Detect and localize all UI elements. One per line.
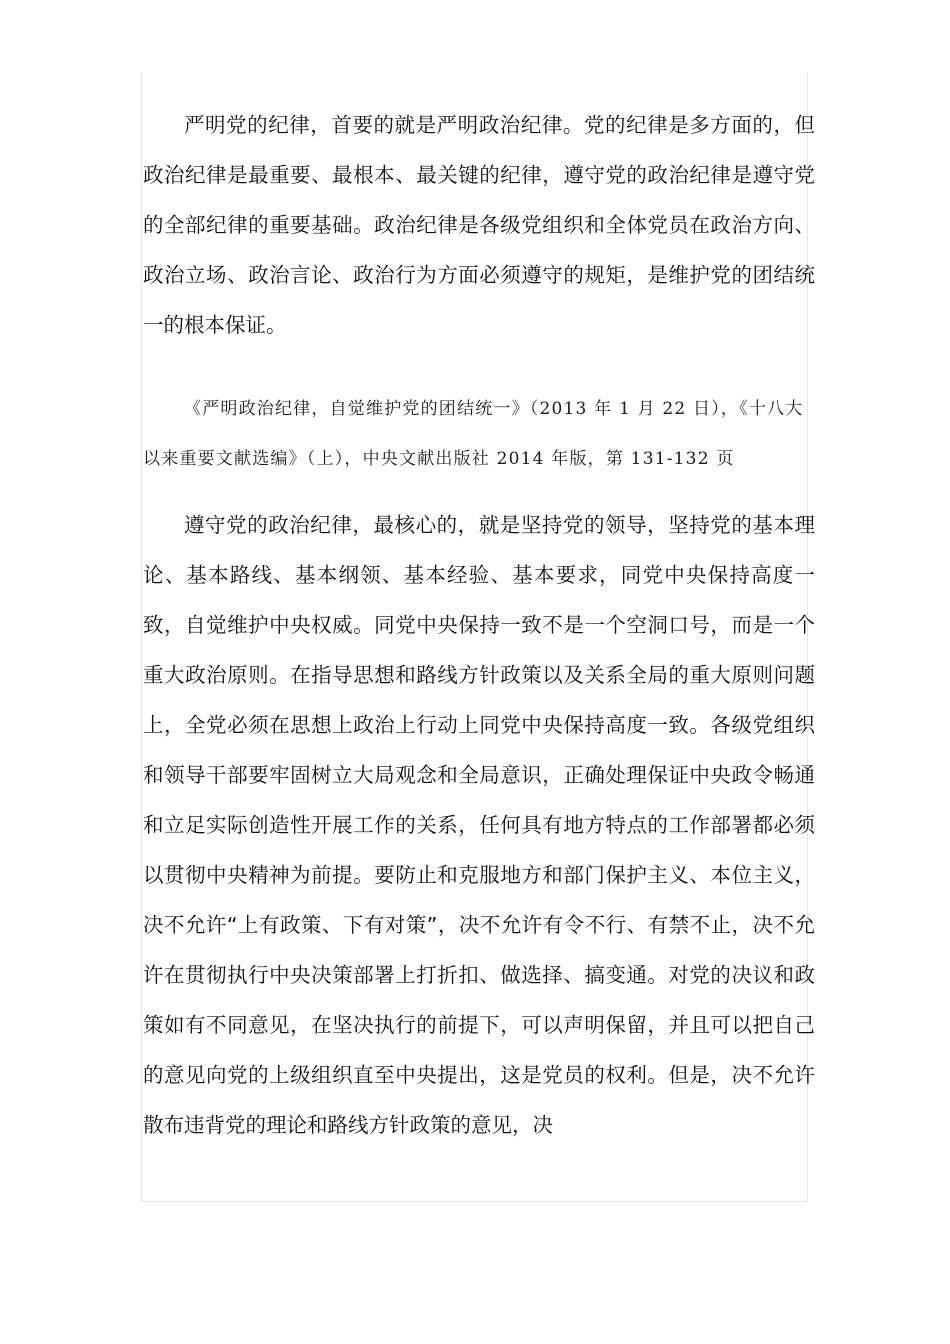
spacer (143, 484, 815, 500)
citation-source: 《严明政治纪律，自觉维护党的团结统一》（2013 年 1 月 22 日），《十八大以来重要文献选编》（上），中央文献出版社 2014 年版，第 131-132 页 (143, 399, 804, 469)
spacer (143, 350, 815, 384)
paragraph-party-leadership: 遵守党的政治纪律，最核心的，就是坚持党的领导，坚持党的基本理论、基本路线、基本纲领、基本经验、基本要求，同党中央保持高度一致，自觉维护中央权威。同党中央保持一致不是一个空洞口号，而是一个重大政治原则。在指导思想和路线方针政策以及关系全局的重大原则问题上，全党必须在思想上政治上行动上同党中央保持高度一致。各级党组织和领导干部要牢固树立大局观念和全局意识，正确处理保证中央政令畅通和立足实际创造性开展工作的关系，任何具有地方特点的工作部署都必须以贯彻中央精神为前提。要防止和克服地方和部门保护主义、本位主义，决不允许“上有政策、下有对策”，决不允许有令不行、有禁不止，决不允许在贯彻执行中央决策部署上打折扣、做选择、搞变通。对党的决议和政策如有不同意见，在坚决执行的前提下，可以声明保留，并且可以把自己的意见向党的上级组织直至中央提出，这是党员的权利。但是，决不允许散布违背党的理论和路线方针政策的意见，决 (143, 513, 815, 1137)
paragraph-political-discipline: 严明党的纪律，首要的就是严明政治纪律。党的纪律是多方面的，但政治纪律是最重要、最根本、最关键的纪律，遵守党的政治纪律是遵守党的全部纪律的重要基础。政治纪律是各级党组织和全体党员在政治方向、政治立场、政治言论、政治行为方面必须遵守的规矩，是维护党的团结统一的根本保证。 (143, 113, 815, 337)
document-body (143, 100, 815, 1150)
